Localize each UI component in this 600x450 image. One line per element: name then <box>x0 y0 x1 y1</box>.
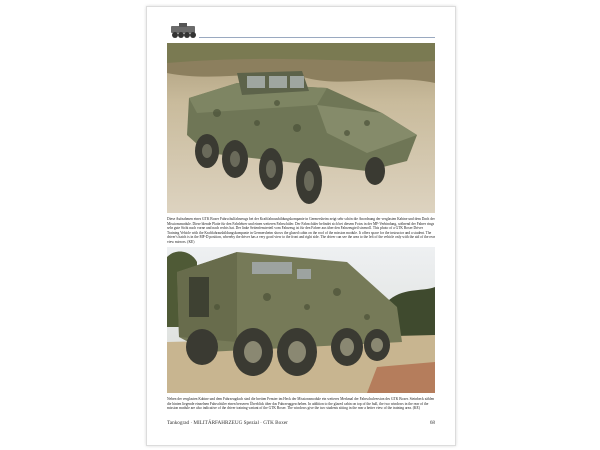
caption-top: Diese Aufnahmen eines GTK Boxer Fahrschulfahrzeugs bei der Kraftfahrausbildungskompanie in Germersheim zeigt sehr schön die Anordnung der verglasten Kabine und dem Dach der Missionsmodule. Diese blende Platte für den Fahrlehrer und einen weiteren Fahrschüler. Der Fahrschüler befindet sich bei diesem Fotos in der MF-Verbindung, während der Fahrer rings sehr gute Sicht nach vorne und nach rechts hat. Der linke Seitenfensterteil vom Fahrzeug ist für den Fahrer aus über den Fahrzeugteil sinnvoll. This photo of a GTK Boxer Driver Training Vehicle with the Kraftfahrausbildungskompanie in Germersheim shows the glazed cabin on the roof of the mission module. It offers space for the instructor and a student. The driver's hatch is in the MF-D position, whereby the driver has a very good view to the front and right side. The driver can see the area to the left of the vehicle only with the aid of the rear view mirrors. (KE) <box>167 217 435 244</box>
footer-text: Tankograd · MILITÄRFAHRZEUG Spezial · GTK Boxer <box>167 420 288 426</box>
photo-boxer-rear <box>167 247 435 393</box>
header-rule <box>199 37 435 38</box>
header-vehicle-icon <box>167 22 201 40</box>
page-footer <box>167 420 435 426</box>
document-page <box>146 6 456 446</box>
photo-boxer-front <box>167 43 435 213</box>
page-number: 68 <box>429 420 435 426</box>
caption-bottom: Neben der verglasten Kabine und dem Fahrzeugdach sind die breiten Fenster im Heck der Missionsmodule ein weiteres Merkmal der Fahrschulversion des GTK Boxer. Steinbeck zählen die hinten liegende einzelnen Fahrschüler einen besseren Überblick über das Fahrzeuggeschehen. In addition to the glazed cabin on top of the hull, the two windows in the rear of the mission module are also indicative of the driver training variant of the GTK Boxer. The windows give the two students sitting in the rear a better view of the training area. (KE) <box>167 397 435 411</box>
